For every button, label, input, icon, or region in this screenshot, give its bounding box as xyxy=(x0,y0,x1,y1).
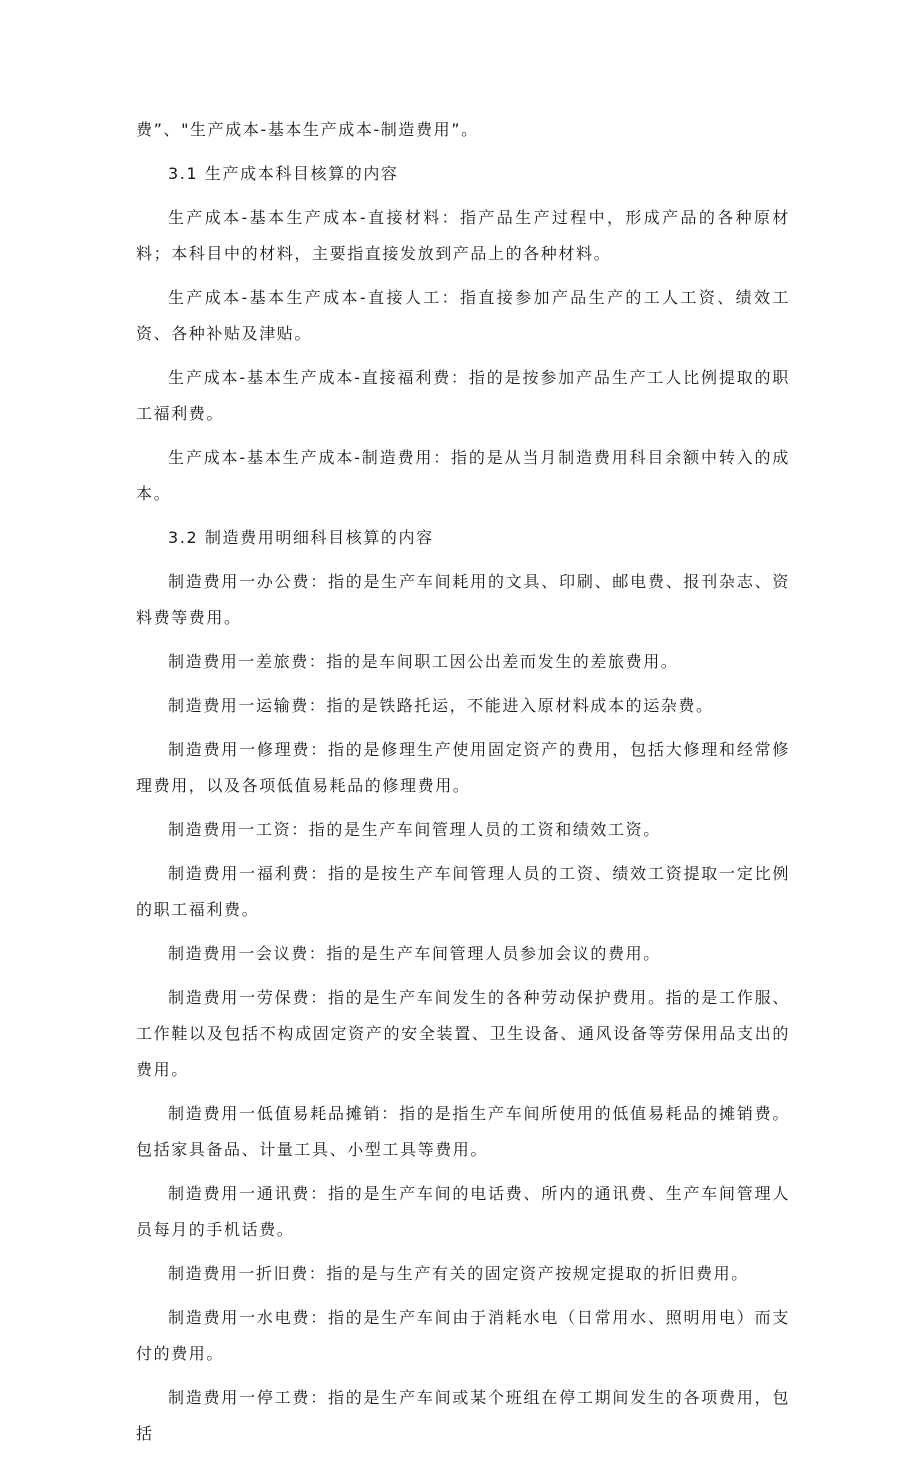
section-heading: 3.1 生产成本科目核算的内容 xyxy=(168,164,399,183)
document-body xyxy=(136,112,790,1460)
paragraph: 制造费用一停工费：指的是生产车间或某个班组在停工期间发生的各项费用，包括 xyxy=(136,1388,790,1443)
paragraph: 制造费用一工资：指的是生产车间管理人员的工资和绩效工资。 xyxy=(168,820,661,839)
paragraph: 制造费用一折旧费：指的是与生产有关的固定资产按规定提取的折旧费用。 xyxy=(168,1264,749,1283)
paragraph: 生产成本-基本生产成本-直接人工：指直接参加产品生产的工人工资、绩效工资、各种补贴及津贴。 xyxy=(136,288,790,343)
paragraph: 制造费用一通讯费：指的是生产车间的电话费、所内的通讯费、生产车间管理人员每月的手机话费。 xyxy=(136,1184,790,1239)
paragraph: 制造费用一差旅费：指的是车间职工因公出差而发生的差旅费用。 xyxy=(168,652,679,671)
paragraph: 制造费用一水电费：指的是生产车间由于消耗水电（日常用水、照明用电）而支付的费用。 xyxy=(136,1308,790,1363)
paragraph: 制造费用一会议费：指的是生产车间管理人员参加会议的费用。 xyxy=(168,944,661,963)
paragraph: 制造费用一低值易耗品摊销：指的是指生产车间所使用的低值易耗品的摊销费。包括家具备品、计量工具、小型工具等费用。 xyxy=(136,1104,790,1159)
paragraph: 费”、"生产成本-基本生产成本-制造费用”。 xyxy=(136,120,479,139)
paragraph: 制造费用一运输费：指的是铁路托运，不能进入原材料成本的运杂费。 xyxy=(168,696,714,715)
paragraph: 制造费用一办公费：指的是生产车间耗用的文具、印刷、邮电费、报刊杂志、资料费等费用。 xyxy=(136,572,790,627)
paragraph: 生产成本-基本生产成本-直接福利费：指的是按参加产品生产工人比例提取的职工福利费。 xyxy=(136,368,790,423)
paragraph: 生产成本-基本生产成本-制造费用：指的是从当月制造费用科目余额中转入的成本。 xyxy=(136,448,790,503)
paragraph: 制造费用一福利费：指的是按生产车间管理人员的工资、绩效工资提取一定比例的职工福利费。 xyxy=(136,864,790,919)
paragraph: 生产成本-基本生产成本-直接材料：指产品生产过程中，形成产品的各种原材料；本科目中的材料，主要指直接发放到产品上的各种材料。 xyxy=(136,208,790,263)
paragraph: 制造费用一修理费：指的是修理生产使用固定资产的费用，包括大修理和经常修理费用，以及各项低值易耗品的修理费用。 xyxy=(136,740,790,795)
paragraph: 制造费用一劳保费：指的是生产车间发生的各种劳动保护费用。指的是工作服、工作鞋以及包括不构成固定资产的安全装置、卫生设备、通风设备等劳保用品支出的费用。 xyxy=(136,988,790,1079)
section-heading: 3.2 制造费用明细科目核算的内容 xyxy=(168,528,434,547)
